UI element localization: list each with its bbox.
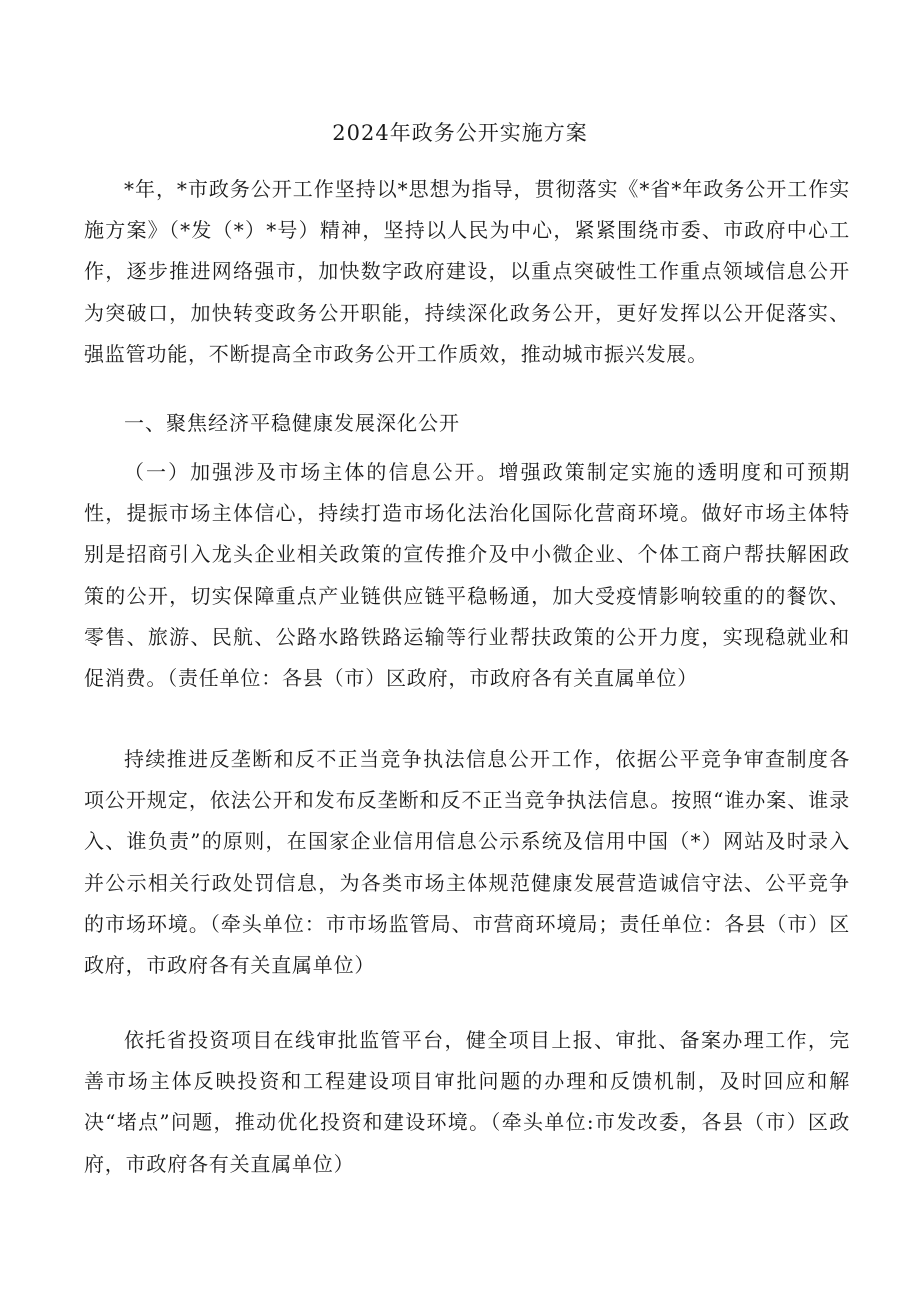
body-paragraph-antitrust: 持续推进反垄断和反不正当竞争执法信息公开工作，依据公平竞争审查制度各项公开规定，依法公开和发布反垄断和反不正当竞争执法信息。按照“谁办案、谁录入、谁负责”的原则，在国家企业信用信息公示系统及信用中国（*）网站及时录入并公示相关行政处罚信息，为各类市场主体规范健康发展营造诚信守法、公平竞争的市场环境。（牵头单位：市市场监管局、市营商环境局；责任单位：各县（市）区政府，市政府各有关直属单位）: [84, 747, 850, 978]
section-heading-1: 一、聚焦经济平稳健康发展深化公开: [124, 411, 460, 435]
subsection-paragraph-1: （一）加强涉及市场主体的信息公开。增强政策制定实施的透明度和可预期性，提振市场主体信心，持续打造市场化法治化国际化营商环境。做好市场主体特别是招商引入龙头企业相关政策的宣传推介及中小微企业、个体工商户帮扶解困政策的公开，切实保障重点产业链供应链平稳畅通，加大受疫情影响较重的的餐饮、零售、旅游、民航、公路水路铁路运输等行业帮扶政策的公开力度，实现稳就业和促消费。（责任单位：各县（市）区政府，市政府各有关直属单位）: [84, 460, 850, 691]
document-title: 2024年政务公开实施方案: [332, 121, 588, 145]
body-paragraph-investment: 依托省投资项目在线审批监管平台，健全项目上报、审批、备案办理工作，完善市场主体反映投资和工程建设项目审批问题的办理和反馈机制，及时回应和解决“堵点”问题，推动优化投资和建设环境。（牵头单位:市发改委，各县（市）区政府，市政府各有关直属单位）: [84, 1028, 850, 1176]
intro-paragraph: *年，*市政务公开工作坚持以*思想为指导，贯彻落实《*省*年政务公开工作实施方案》（*发（*）*号）精神，坚持以人民为中心，紧紧围绕市委、市政府中心工作，逐步推进网络强市，加快数字政府建设，以重点突破性工作重点领域信息公开为突破口，加快转变政务公开职能，持续深化政务公开，更好发挥以公开促落实、强监管功能，不断提高全市政务公开工作质效，推动城市振兴发展。: [84, 177, 850, 366]
